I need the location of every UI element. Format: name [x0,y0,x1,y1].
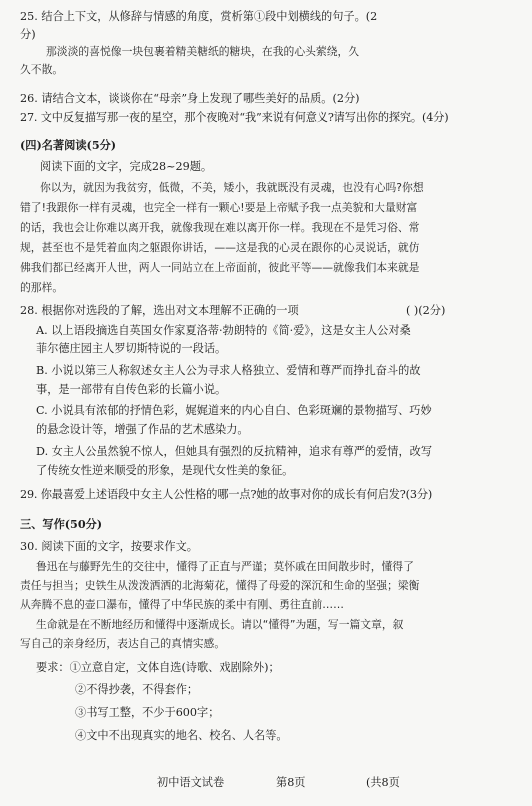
question-25-line1: 25. 结合上下文，从修辞与情感的角度，赏析第①段中划横线的句子。(2 [20,10,378,23]
requirement-4: ④文中不出现真实的地名、校名、人名等。 [75,729,288,742]
option-d-line1: D. 女主人公虽然貌不惊人，但她具有强烈的反抗精神，追求有尊严的爱情，改写 [36,445,433,458]
option-b-line1: B. 小说以第三人称叙述女主人公为寻求人格独立、爱情和尊严而挣扎奋斗的故 [36,364,421,377]
option-c-line1: C. 小说具有浓郁的抒情色彩，娓娓道来的内心自白、色彩斑斓的景物描写、巧妙 [36,404,432,417]
section-4-title: (四)名著阅读(5分) [20,138,117,152]
option-c-line2: 的悬念设计等，增强了作品的艺术感染力。 [36,423,249,436]
passage-line: 佛我们都已经离开人世，两人一同站立在上帝面前，彼此平等——就像我们本来就是 [20,261,420,274]
option-a-line1: A. 以上语段摘选自英国女作家夏洛蒂·勃朗特的《简·爱》，这是女主人公对桑 [36,324,411,337]
section-4-intro: 阅读下面的文字，完成28~29题。 [40,160,213,173]
option-b-line2: 事，是一部带有自传色彩的长篇小说。 [36,383,227,396]
option-d-line2: 了传统女性逆来顺受的形象，是现代女性美的象征。 [36,464,294,477]
section-3-title: 三、写作(50分) [20,517,103,531]
question-25-quote-line1: 那淡淡的喜悦像一块包裹着精美糖纸的糖块，在我的心头萦绕，久 [46,45,360,58]
footer-exam-name: 初中语文试卷 [157,776,225,789]
question-28-stem: 28. 根据你对选段的了解，选出对文本理解不正确的一项 [20,304,299,317]
prompt-line: 鲁迅在与藤野先生的交往中，懂得了正直与严谨；莫怀戚在田间散步时，懂得了 [36,560,414,573]
question-25-line2: 分) [20,28,36,41]
prompt-line: 从奔腾不息的壶口瀑布，懂得了中华民族的柔中有刚、勇往直前…… [20,598,344,611]
footer-total-pages: (共8页 [366,776,400,789]
requirement-1: 要求：①立意自定，文体自选(诗歌、戏剧除外)； [36,661,280,674]
requirement-2: ②不得抄袭，不得套作； [75,683,199,696]
question-28-answer-paren: ( )(2分) [406,304,446,317]
requirement-3: ③书写工整，不少于600字； [75,706,220,719]
question-25-quote-line2: 久不散。 [20,63,64,76]
passage-line: 的那样。 [20,281,64,294]
passage-line: 你以为，就因为我贫穷，低微，不美，矮小，我就既没有灵魂，也没有心吗?你想 [40,181,424,194]
question-27: 27. 文中反复描写那一夜的星空，那个夜晚对“我”来说有何意义?请写出你的探究。(4分) [20,111,449,124]
question-29: 29. 你最喜爱上述语段中女主人公性格的哪一点?她的故事对你的成长有何启发?(3分) [20,488,433,501]
passage-line: 错了!我跟你一样有灵魂，也完全一样有一颗心!要是上帝赋予我一点美貌和大量财富 [20,201,418,214]
option-a-line2: 菲尔德庄园主人罗切斯特说的一段话。 [36,342,227,355]
question-30: 30. 阅读下面的文字，按要求作文。 [20,540,198,553]
prompt-line: 责任与担当；史铁生从泼泼洒洒的北海菊花，懂得了母爱的深沉和生命的坚强；梁衡 [20,579,420,592]
prompt-line: 写自己的亲身经历，表达自己的真情实感。 [20,637,226,650]
prompt-line: 生命就是在不断地经历和懂得中逐渐成长。请以“懂得”为题，写一篇文章，叙 [36,618,404,631]
passage-line: 的话，我也会让你难以离开我，就像我现在难以离开你一样。我现在不是凭习俗、常 [20,221,420,234]
passage-line: 规，甚至也不是凭着血肉之躯跟你讲话，——这是我的心灵在跟你的心灵说话，就仿 [20,241,420,254]
question-26: 26. 请结合文本，谈谈你在“母亲”身上发现了哪些美好的品质。(2分) [20,92,360,105]
footer-page-number: 第8页 [276,776,306,789]
